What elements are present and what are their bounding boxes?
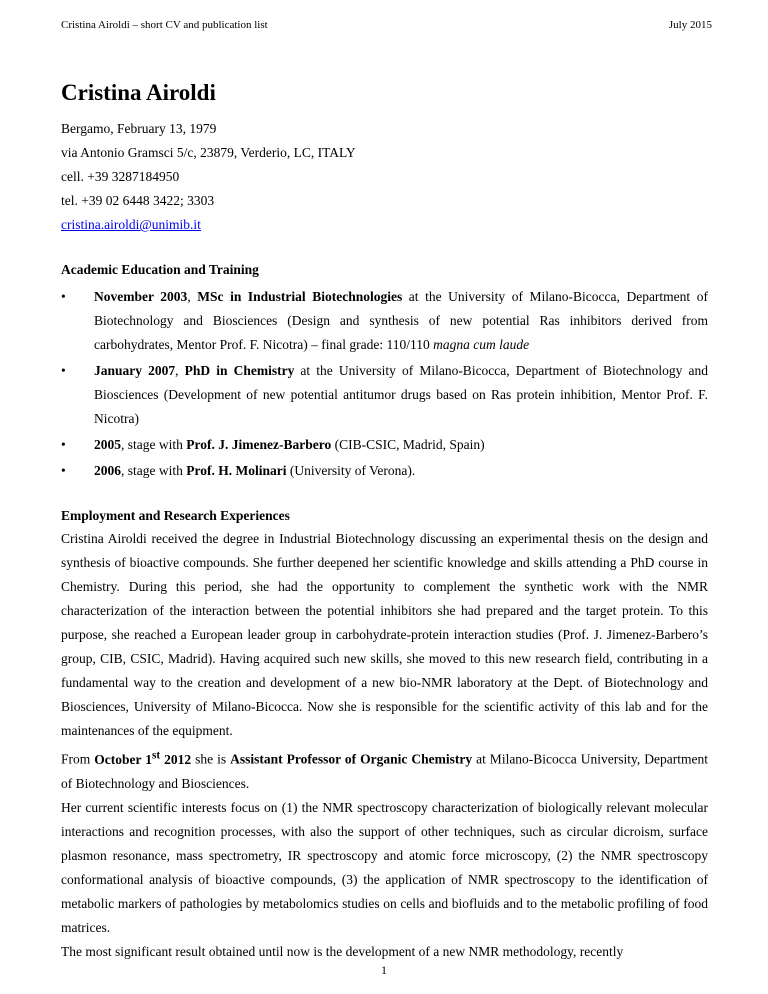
telephone: tel. +39 02 6448 3422; 3303 (61, 193, 215, 208)
email-link[interactable]: cristina.airoldi@unimib.it (61, 217, 201, 232)
employment-heading: Employment and Research Experiences (61, 508, 290, 523)
employment-paragraph-2 (61, 743, 708, 796)
email-line (61, 213, 708, 237)
employment-paragraph-1: Cristina Airoldi received the degree in Industrial Biotechnology discussing an experimental thesis on the design and synthesis of bioactive compounds. She further deepened her scientific knowledge and skills attending a PhD course in Chemistry. During this period, she had the opportunity to complement the synthetic work with the NMR characterization of the interaction between the potential inhibitors she had prepared and the target protein. To this purpose, she reached a European leader group in carbohydrate-protein interaction studies (Prof. J. Jimenez-Barbero’s group, CIB, CSIC, Madrid). Having acquired such new skills, she moved to this new research field, contributing in a fundamental way to the creation and development of a new bio-NMR laboratory at the Dept. of Biotechnology and Biosciences, University of Milano-Bicocca. Now she is responsible for the scientific activity of this lab and for the maintenances of the equipment. (61, 531, 708, 738)
employment-paragraph-4: The most significant result obtained until now is the development of a new NMR methodology, recently (61, 943, 624, 959)
p2-date-sup: st (151, 749, 161, 761)
education-heading: Academic Education and Training (61, 262, 259, 277)
bullet-icon: • (61, 289, 66, 304)
p2-mid: she is (191, 751, 231, 767)
education-date: January 2007 (94, 363, 176, 378)
address: via Antonio Gramsci 5/c, 23879, Verderio, LC, ITALY (61, 145, 356, 160)
education-date: November 2003 (94, 289, 188, 304)
p2-date (94, 749, 192, 767)
education-date: 2005 (94, 437, 121, 452)
education-text: (University of Verona). (286, 463, 416, 478)
education-item (61, 359, 708, 431)
education-honor: magna cum laude (433, 337, 530, 352)
education-list (61, 285, 708, 483)
education-text: at the University of Milano-Bicocca, Department of Biotechnology and Biosciences (Design and synthesis of new potential Ras inhibitors derived from carbohydrates, Mentor Prof. F. Nicotra) – final grade: 110/110 (94, 289, 708, 352)
education-degree: PhD in Chemistry (184, 363, 295, 378)
p2-date-text: October 1 (94, 751, 152, 767)
p2-end: at Milano-Bicocca University, Department of Biotechnology and Biosciences. (61, 751, 708, 791)
education-item (61, 285, 708, 357)
page-number: 1 (381, 963, 387, 977)
cv-content (61, 79, 708, 964)
bullet-icon: • (61, 463, 66, 478)
education-degree: Prof. J. Jimenez-Barbero (186, 437, 332, 452)
bullet-icon: • (61, 437, 66, 452)
cv-name: Cristina Airoldi (61, 80, 216, 105)
education-item (61, 459, 708, 483)
p2-year: 2012 (160, 751, 192, 767)
running-header-title: Cristina Airoldi – short CV and publication list (61, 19, 268, 31)
education-degree: Prof. H. Molinari (186, 463, 287, 478)
education-sep: , (187, 289, 198, 304)
cell-phone: cell. +39 3287184950 (61, 169, 180, 184)
education-date: 2006 (94, 463, 121, 478)
education-item (61, 433, 708, 457)
education-sep: , stage with (121, 463, 187, 478)
birth-info: Bergamo, February 13, 1979 (61, 121, 217, 136)
contact-block (61, 117, 708, 237)
p2-from: From (61, 751, 95, 767)
education-text: (CIB-CSIC, Madrid, Spain) (331, 437, 485, 452)
education-sep: , stage with (121, 437, 187, 452)
education-degree: MSc in Industrial Biotechnologies (197, 289, 403, 304)
education-text: at the University of Milano-Bicocca, Department of Biotechnology and Biosciences (Development of new potential antitumor drugs based on Ras protein inhibition, Mentor Prof. F. Nicotra) (94, 363, 709, 426)
p2-role: Assistant Professor of Organic Chemistry (230, 751, 473, 767)
bullet-icon: • (61, 363, 66, 378)
running-header-date: July 2015 (668, 19, 712, 31)
education-sep: , (175, 363, 185, 378)
employment-paragraph-3: Her current scientific interests focus on (1) the NMR spectroscopy characterization of biologically relevant molecular interactions and recognition processes, with also the support of other techniques, such as circular dicroism, surface plasmon resonance, mass spectrometry, IR spectroscopy and atomic force microscopy, (2) the NMR spectroscopy conformational analysis of bioactive compounds, (3) the application of NMR spectroscopy to the identification of metabolic markers of pathologies by metabolomics studies on cells and biofluids and to the metabolic profiling of food matrices. (61, 799, 708, 935)
